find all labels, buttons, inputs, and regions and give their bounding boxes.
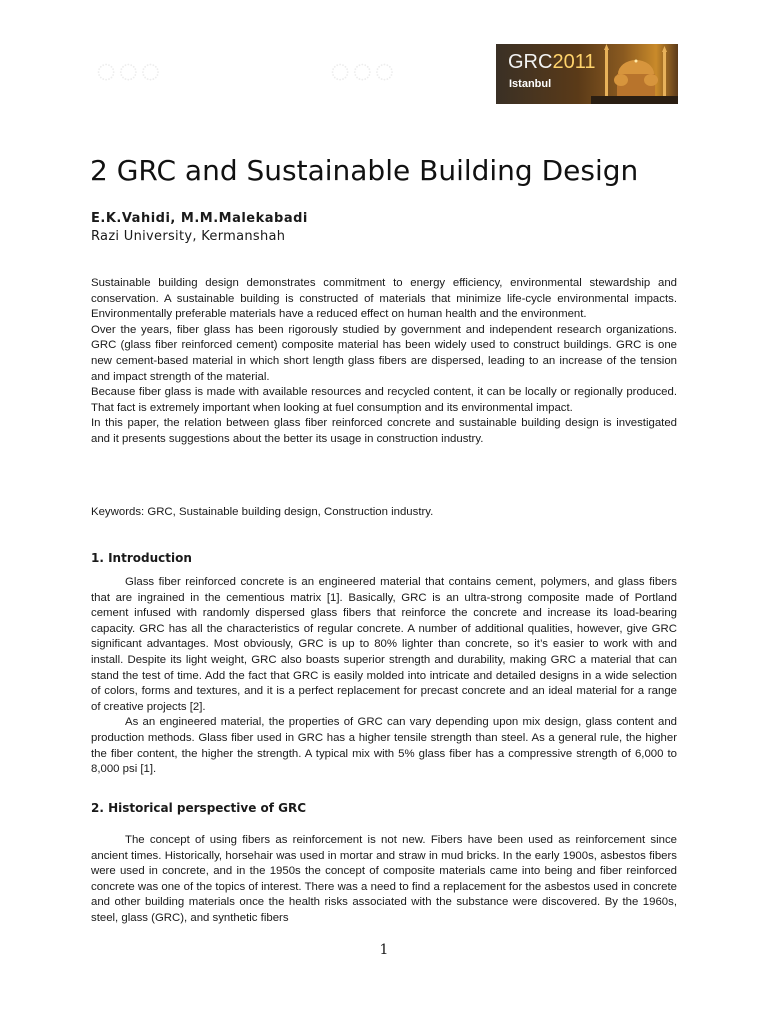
section-heading-introduction: 1. Introduction	[91, 551, 192, 565]
abstract-paragraph: Over the years, fiber glass has been rigorously studied by government and independent research organizations. GRC (glass fiber reinforced cement) composite material has been widely used to construct buildings. GRC is one new cement-based material in which short length glass fibers are dispersed, leading to an increase of the tension and impact strength of the material.	[91, 323, 677, 383]
section-heading-historical-perspective: 2. Historical perspective of GRC	[91, 801, 307, 815]
mosque-silhouette-image	[591, 44, 678, 104]
page-number: 1	[379, 942, 389, 958]
abstract-paragraph: In this paper, the relation between glass fiber reinforced concrete and sustainable building design is investigated and it presents suggestions about the better its usage in construction industry.	[91, 417, 677, 445]
paper-title: 2 GRC and Sustainable Building Design	[90, 154, 639, 187]
banner-city: Istanbul	[509, 78, 552, 90]
keywords: Keywords: GRC, Sustainable building design, Construction industry.	[91, 506, 434, 518]
abstract	[91, 276, 677, 448]
banner-title: GRC2011	[508, 51, 596, 73]
paper-authors: E.K.Vahidi, M.M.Malekabadi	[91, 211, 308, 226]
conference-banner	[496, 44, 678, 104]
abstract-paragraph: Because fiber glass is made with available resources and recycled content, it can be locally or regionally produced. That fact is extremely important when looking at fuel consumption and its environmental impact.	[91, 386, 677, 414]
history-body	[91, 833, 677, 927]
body-paragraph: Glass fiber reinforced concrete is an engineered material that contains cement, polymers, and glass fibers that are ingrained in the cementious matrix [1]. Basically, GRC is an ultra-strong composite made of Portland cement infused with randomly dispersed glass fibers that reinforce the concrete and increase its load-bearing capacity. GRC has all the characteristics of regular concrete. A number of additional qualities, however, give GRC significant advantages. Most obviously, GRC is up to 80% lighter than concrete, so it’s easier to work with and install. Despite its light weight, GRC also boasts superior strength and durability, making GRC a material that can stand the test of time. Add the fact that GRC is easily molded into intricate and detailed designs in a wide selection of colors, forms and textures, and it is a perfect replacement for precast concrete and an ideal material for a range of creative projects [2].	[91, 576, 677, 713]
faint-logo-left: ◌◌◌	[96, 52, 163, 90]
paper-affiliation: Razi University, Kermanshah	[91, 229, 286, 244]
abstract-paragraph: Sustainable building design demonstrates commitment to energy efficiency, environmental stewardship and conservation. A sustainable building is constructed of materials that minimize life-cycle environmental impacts. Environmentally preferable materials have a reduced effect on human health and the environment.	[91, 277, 677, 321]
introduction-body	[91, 575, 677, 778]
body-paragraph: As an engineered material, the properties of GRC can vary depending upon mix design, glass content and production methods. Glass fiber used in GRC has a higher tensile strength than steel. As a general rule, the higher the fiber content, the higher the strength. A typical mix with 5% glass fiber has a compressive strength of 6,000 to 8,000 psi [1].	[91, 716, 677, 776]
body-paragraph: The concept of using fibers as reinforcement is not new. Fibers have been used as reinforcement since ancient times. Historically, horsehair was used in mortar and straw in mud bricks. In the early 1900s, asbestos fibers were used in concrete, and in the 1950s the concept of composite materials came into being and fiber reinforced concrete was one of the topics of interest. There was a need to find a replacement for the asbestos used in concrete and other building materials once the health risks associated with the substance were discovered. By the 1960s, steel, glass (GRC), and synthetic fibers	[91, 834, 677, 924]
faint-logo-right: ◌◌◌	[330, 52, 397, 90]
